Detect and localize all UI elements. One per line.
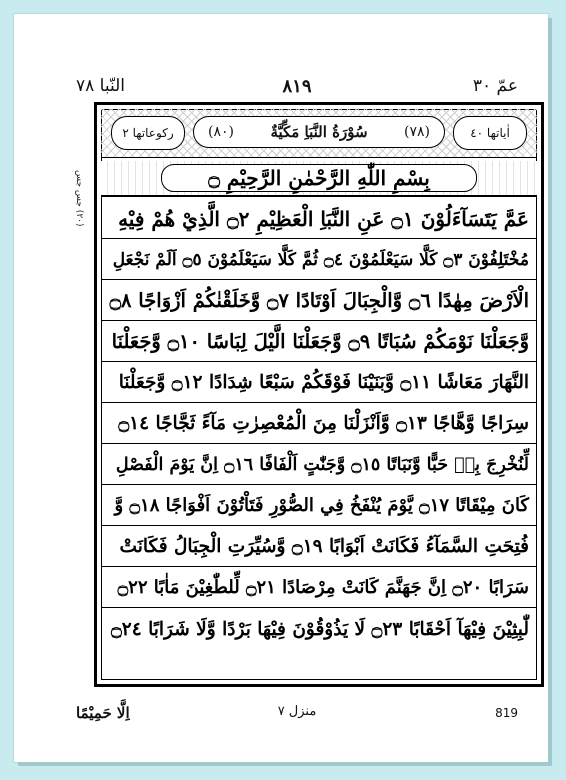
verse-line: سِرَاجًا وَّهَّاجًا ۝١٣ وَّاَنْزَلْنَا مِنَ الْمُعْصِرٰتِ مَآءً ثَجَّاجًا ۝١٤ (101, 404, 537, 444)
verse-lines (101, 199, 537, 680)
surah-number: (٧٨) (404, 124, 430, 140)
revelation-number: (٨٠) (208, 124, 234, 140)
page-footer (76, 704, 518, 728)
ruku-count-cartouche (111, 116, 185, 150)
ruku-count-label: رکوعاتها ٢ (122, 126, 174, 140)
verse-line: سَرَابًا ۝٢٠ اِنَّ جَهَنَّمَ كَانَتْ مِرْصَادًا ۝٢١ لِّلطّٰغِيْنَ مَاٰبًا ۝٢٢ (101, 568, 537, 608)
surah-title: سُوْرَةُ النَّبَاِ مَكِّيَّةٌ (270, 123, 368, 141)
verse-line: الْاَرْضَ مِهٰدًا ۝٦ وَّالْجِبَالَ اَوْتَادًا ۝٧ وَّخَلَقْنٰكُمْ اَزْوَاجًا ۝٨ (101, 281, 537, 321)
verse-line: لِّنُخْرِجَ بِهٖ حَبًّا وَّنَبَاتًا ۝١٥ وَّجَنّٰتٍ اَلْفَافًا ۝١٦ اِنَّ يَوْمَ الْفَصْلِ (101, 445, 537, 485)
text-frame (94, 102, 544, 687)
basmala-panel (101, 161, 537, 197)
manzil-label: منزل ٧ (277, 704, 317, 719)
verse-line: فُتِحَتِ السَّمَآءُ فَكَانَتْ اَبْوَابًا ۝١٩ وَّسُيِّرَتِ الْجِبَالُ فَكَانَتْ (101, 527, 537, 567)
page-header (76, 76, 518, 98)
ayat-count-cartouche (453, 116, 527, 150)
juz-label: عمّ ٣٠ (472, 76, 518, 96)
basmala: بِسْمِ اللّٰهِ الرَّحْمٰنِ الرَّحِيْمِ ۝ (161, 164, 477, 192)
page-number-latin: 819 (495, 706, 518, 720)
verse-line: كَانَ مِيْقَاتًا ۝١٧ يَّوْمَ يُنْفَخُ فِي الصُّوْرِ فَتَاْتُوْنَ اَفْوَاجًا ۝١٨ وَّ (101, 486, 537, 526)
margin-note: (٢٠) جس جس (74, 169, 84, 226)
page-number: ٨١٩ (282, 76, 312, 97)
mushaf-page (14, 14, 548, 762)
verse-line: مُخْتَلِفُوْنَ ۝٣ كَلَّا سَيَعْلَمُوْنَ ۝٤ ثُمَّ كَلَّا سَيَعْلَمُوْنَ ۝٥ اَلَمْ نَجْعَلِ (101, 240, 537, 280)
ayat-count-label: اٰیاتها ٤٠ (470, 126, 510, 140)
verse-line: النَّهَارَ مَعَاشًا ۝١١ وَّبَنَيْنَا فَوْقَكُمْ سَبْعًا شِدَادًا ۝١٢ وَّجَعَلْنَا (101, 363, 537, 403)
verse-line: وَّجَعَلْنَا نَوْمَكُمْ سُبَاتًا ۝٩ وَّجَعَلْنَا الَّيْلَ لِبَاسًا ۝١٠ وَّجَعَلْنَا (101, 322, 537, 362)
catchword: اِلَّا حَمِيْمًا (76, 704, 130, 722)
surah-name-label: النّبا ٧٨ (76, 76, 126, 96)
verse-line: لّٰبِثِيْنَ فِيْهَآ اَحْقَابًا ۝٢٣ لَا يَذُوْقُوْنَ فِيْهَا بَرْدًا وَّلَا شَرَابًا ۝٢٤ (110, 618, 529, 640)
surah-banner (101, 109, 537, 158)
verse-line: عَمَّ يَتَسَآءَلُوْنَ ۝١ عَنِ النَّبَاِ الْعَظِيْمِ ۝٢ الَّذِيْ هُمْ فِيْهِ (101, 199, 537, 239)
surah-title-cartouche (193, 116, 445, 148)
